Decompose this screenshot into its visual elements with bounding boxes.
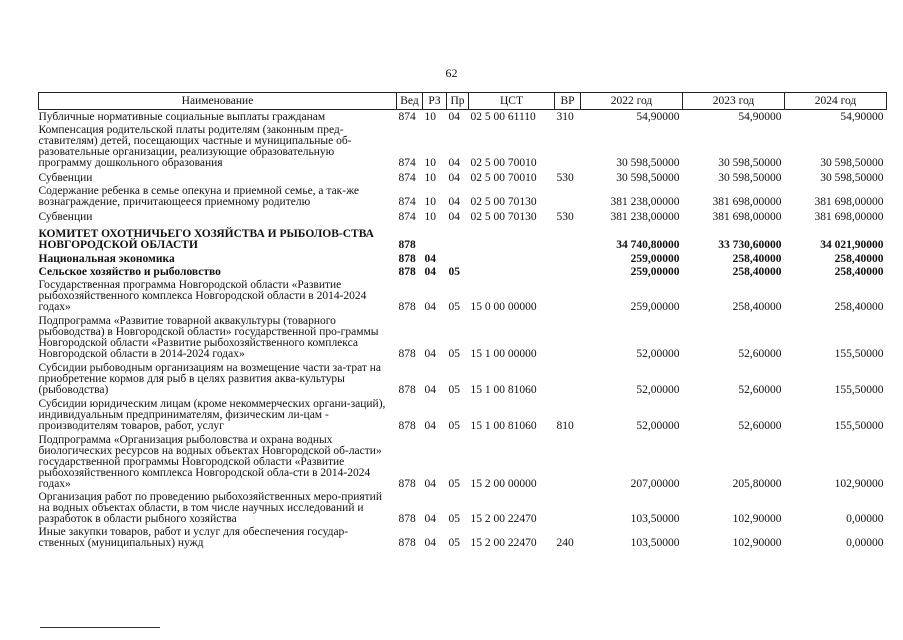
row-amount-2024: 381 698,00000 <box>814 196 884 208</box>
row-pr: 05 <box>448 478 460 490</box>
row-amount-2023: 52,60000 <box>738 384 782 396</box>
row-amount-2024: 30 598,50000 <box>820 172 884 184</box>
row-amount-2023: 102,90000 <box>732 513 782 525</box>
row-ved: 878 <box>398 301 416 313</box>
row-amount-2022: 52,00000 <box>636 384 680 396</box>
row-name: Субсидии рыбоводным организациям на возмещение части за-трат на приобретение кормов для рыб в целях развития аква-культуры (рыбоводства) <box>38 362 382 396</box>
table-row <box>39 223 887 251</box>
row-name: Подпрограмма «Развитие товарной аквакультуры (товарного рыбоводства) в Новгородской области» государственной про-граммы Новгородской области «Развитие рыбохозяйственного комплекса Новгородской области в 2014-2024 годах» <box>38 315 379 360</box>
col-header-rz: РЗ <box>423 93 447 110</box>
col-header-2023: 2023 год <box>683 93 785 110</box>
row-ved: 878 <box>398 239 416 251</box>
row-amount-2023: 30 598,50000 <box>718 157 782 169</box>
row-amount-2022: 259,00000 <box>630 266 680 278</box>
row-amount-2022: 34 740,80000 <box>616 239 680 251</box>
col-header-2024: 2024 год <box>785 93 887 110</box>
row-amount-2024: 155,50000 <box>834 420 884 432</box>
row-csr: 15 1 00 81060 <box>470 384 537 396</box>
row-vr: 240 <box>556 537 574 549</box>
row-vr: 310 <box>556 111 574 123</box>
table-row <box>39 110 887 124</box>
row-amount-2023: 205,80000 <box>732 478 782 490</box>
row-name: Национальная экономика <box>38 253 175 265</box>
row-amount-2022: 30 598,50000 <box>616 172 680 184</box>
row-rz: 10 <box>424 196 436 208</box>
row-amount-2022: 52,00000 <box>636 348 680 360</box>
row-rz <box>423 223 447 251</box>
row-vr <box>555 265 581 278</box>
row-csr <box>469 265 555 278</box>
row-amount-2024: 258,40000 <box>834 266 884 278</box>
row-pr <box>447 251 469 265</box>
col-header-csr: ЦСТ <box>469 93 555 110</box>
row-pr <box>447 223 469 251</box>
row-amount-2023: 52,60000 <box>738 420 782 432</box>
row-csr: 15 0 00 00000 <box>470 301 537 313</box>
table-row <box>39 490 887 525</box>
row-amount-2024: 0,00000 <box>846 537 884 549</box>
row-amount-2023: 258,40000 <box>732 253 782 265</box>
row-vr <box>555 223 581 251</box>
row-rz: 04 <box>424 348 436 360</box>
row-name: Субвенции <box>38 172 93 184</box>
row-amount-2023: 30 598,50000 <box>718 172 782 184</box>
row-amount-2023: 54,90000 <box>738 111 782 123</box>
row-pr: 05 <box>448 348 460 360</box>
row-name: Публичные нормативные социальные выплаты гражданам <box>38 111 326 123</box>
row-csr: 15 2 00 22470 <box>470 513 537 525</box>
row-amount-2022: 381 238,00000 <box>610 196 680 208</box>
row-csr: 02 5 00 70130 <box>470 211 537 223</box>
row-rz: 04 <box>424 266 436 278</box>
row-pr: 05 <box>448 420 460 432</box>
row-ved: 874 <box>398 211 416 223</box>
row-amount-2024: 258,40000 <box>834 253 884 265</box>
col-header-vr: ВР <box>555 93 581 110</box>
row-ved: 878 <box>398 478 416 490</box>
row-vr <box>555 123 581 169</box>
row-amount-2023: 381 698,00000 <box>712 211 782 223</box>
row-pr: 05 <box>448 266 460 278</box>
row-name: Содержание ребенка в семье опекуна и приемной семье, а так-же вознаграждение, причитающееся приемному родителю <box>38 185 360 208</box>
row-amount-2024: 258,40000 <box>834 301 884 313</box>
row-rz: 04 <box>424 384 436 396</box>
row-name: Субвенции <box>38 211 93 223</box>
row-rz: 04 <box>424 253 436 265</box>
row-name: Подпрограмма «Организация рыболовства и охрана водных биологических ресурсов на водных объектах Новгородской об-ласти» государственной программы Новгородской области «Развитие рыбохозяйственного комплекса Новгородской обла-сти в 2014-2024 годах» <box>38 434 382 490</box>
row-ved: 874 <box>398 157 416 169</box>
table-row <box>39 432 887 490</box>
page-number: 62 <box>445 66 458 80</box>
col-header-ved: Вед <box>397 93 423 110</box>
row-csr: 15 1 00 81060 <box>470 420 537 432</box>
row-rz: 04 <box>424 301 436 313</box>
row-pr: 04 <box>448 211 460 223</box>
row-name: Субсидии юридическим лицам (кроме некоммерческих органи-заций), индивидуальным предпринимателям, физическим ли-цам - производителям товаров, работ, услуг <box>38 398 386 432</box>
row-vr <box>555 432 581 490</box>
row-amount-2022: 103,50000 <box>630 513 680 525</box>
row-vr <box>555 313 581 360</box>
row-amount-2024: 34 021,90000 <box>820 239 884 251</box>
row-ved: 874 <box>398 111 416 123</box>
table-row <box>39 265 887 278</box>
row-rz: 04 <box>424 513 436 525</box>
row-rz: 10 <box>424 211 436 223</box>
row-rz: 04 <box>424 478 436 490</box>
row-name: Государственная программа Новгородской области «Развитие рыбохозяйственного комплекса Новгородской области в 2014-2024 годах» <box>38 279 367 313</box>
row-amount-2022: 54,90000 <box>636 111 680 123</box>
row-amount-2023: 52,60000 <box>738 348 782 360</box>
footnote-separator <box>40 627 160 628</box>
table-row <box>39 525 887 549</box>
row-amount-2022: 30 598,50000 <box>616 157 680 169</box>
row-amount-2023: 102,90000 <box>732 537 782 549</box>
row-csr: 15 2 00 22470 <box>470 537 537 549</box>
row-ved: 878 <box>398 348 416 360</box>
row-vr: 530 <box>556 172 574 184</box>
row-csr <box>469 223 555 251</box>
row-pr: 05 <box>448 301 460 313</box>
row-amount-2022: 103,50000 <box>630 537 680 549</box>
table-row <box>39 278 887 313</box>
row-amount-2023: 33 730,60000 <box>718 239 782 251</box>
row-pr: 05 <box>448 384 460 396</box>
table-row <box>39 123 887 169</box>
row-pr: 05 <box>448 513 460 525</box>
table-header-row <box>39 93 887 110</box>
row-ved: 874 <box>398 172 416 184</box>
table-row <box>39 313 887 360</box>
row-amount-2024: 0,00000 <box>846 513 884 525</box>
row-csr: 02 5 00 70010 <box>470 157 537 169</box>
row-amount-2024: 102,90000 <box>834 478 884 490</box>
row-amount-2024: 381 698,00000 <box>814 211 884 223</box>
row-rz: 10 <box>424 157 436 169</box>
row-vr: 810 <box>556 420 574 432</box>
row-vr: 530 <box>556 211 574 223</box>
row-name: Организация работ по проведению рыбохозяйственных меро-приятий на водных объектах области, в том числе научных исследований и разработок в области рыбного хозяйства <box>38 491 382 525</box>
row-pr: 05 <box>448 537 460 549</box>
col-header-pr: Пр <box>447 93 469 110</box>
row-pr: 04 <box>448 196 460 208</box>
row-amount-2022: 381 238,00000 <box>610 211 680 223</box>
row-ved: 878 <box>398 384 416 396</box>
budget-table <box>38 92 887 549</box>
row-name: КОМИТЕТ ОХОТНИЧЬЕГО ХОЗЯЙСТВА И РЫБОЛОВ-СТВА НОВГОРОДСКОЙ ОБЛАСТИ <box>38 228 374 251</box>
row-rz: 04 <box>424 537 436 549</box>
row-amount-2022: 259,00000 <box>630 253 680 265</box>
row-vr <box>555 184 581 208</box>
row-amount-2022: 207,00000 <box>630 478 680 490</box>
row-amount-2023: 381 698,00000 <box>712 196 782 208</box>
row-amount-2024: 54,90000 <box>840 111 884 123</box>
row-csr: 15 2 00 00000 <box>470 478 537 490</box>
row-name: Сельское хозяйство и рыболовство <box>38 266 221 278</box>
row-csr <box>469 251 555 265</box>
row-pr: 04 <box>448 111 460 123</box>
row-pr: 04 <box>448 172 460 184</box>
row-rz: 10 <box>424 111 436 123</box>
col-header-name: Наименование <box>39 93 397 110</box>
row-vr <box>555 251 581 265</box>
row-amount-2024: 155,50000 <box>834 384 884 396</box>
row-rz: 10 <box>424 172 436 184</box>
table-row <box>39 251 887 265</box>
table-row <box>39 360 887 396</box>
row-ved: 878 <box>398 537 416 549</box>
row-csr: 02 5 00 61110 <box>470 111 536 123</box>
row-vr <box>555 360 581 396</box>
row-ved: 878 <box>398 266 416 278</box>
row-name: Иные закупки товаров, работ и услуг для обеспечения государ-ственных (муниципальных) нужд <box>38 526 349 549</box>
row-name: Компенсация родительской платы родителям (законным пред-ставителям) детей, посещающих частные и муниципальные об-разовательные организации, реализующие образовательную программу дошкольного образования <box>38 124 352 169</box>
row-vr <box>555 278 581 313</box>
row-pr: 04 <box>448 157 460 169</box>
row-amount-2024: 155,50000 <box>834 348 884 360</box>
table-row <box>39 169 887 184</box>
row-amount-2022: 52,00000 <box>636 420 680 432</box>
col-header-2022: 2022 год <box>581 93 683 110</box>
row-amount-2023: 258,40000 <box>732 266 782 278</box>
row-ved: 874 <box>398 196 416 208</box>
row-vr <box>555 490 581 525</box>
row-csr: 15 1 00 00000 <box>470 348 537 360</box>
row-amount-2024: 30 598,50000 <box>820 157 884 169</box>
row-csr: 02 5 00 70130 <box>470 196 537 208</box>
row-ved: 878 <box>398 420 416 432</box>
row-ved: 878 <box>398 513 416 525</box>
row-amount-2022: 259,00000 <box>630 301 680 313</box>
table-row <box>39 208 887 223</box>
row-csr: 02 5 00 70010 <box>470 172 537 184</box>
table-row <box>39 396 887 432</box>
table-row <box>39 184 887 208</box>
row-ved: 878 <box>398 253 416 265</box>
row-rz: 04 <box>424 420 436 432</box>
row-amount-2023: 258,40000 <box>732 301 782 313</box>
